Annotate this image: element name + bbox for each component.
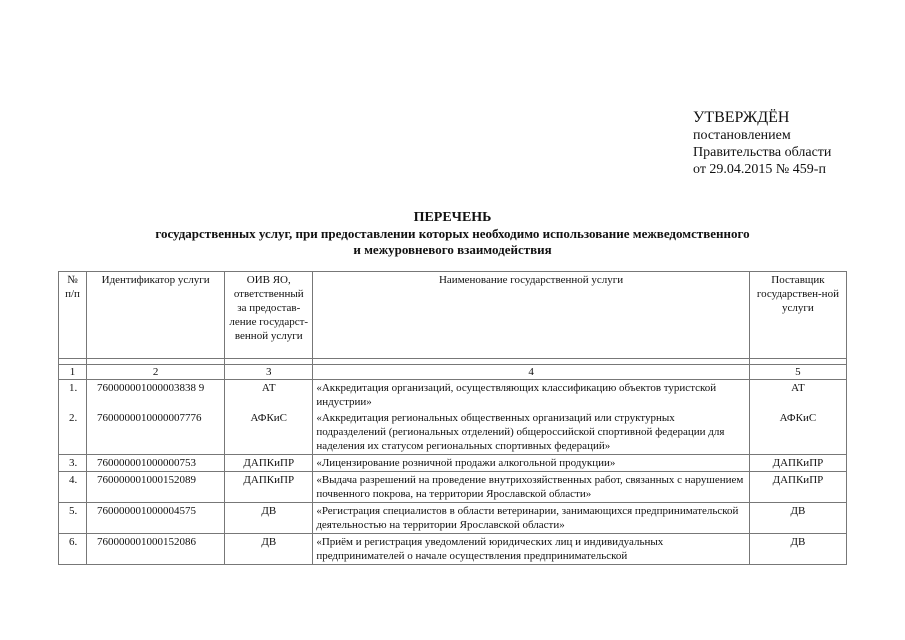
oiv: ДВ — [225, 534, 313, 565]
approval-heading: УТВЕРЖДЁН — [693, 109, 790, 126]
provider: ДАПКиПР — [749, 472, 846, 503]
column-number: 3 — [225, 365, 313, 380]
table-row — [59, 534, 847, 565]
service-id: 760000001000000753 — [87, 455, 225, 472]
oiv: ДАПКиПР — [225, 472, 313, 503]
row-number: 3. — [59, 455, 87, 472]
header-cell: Идентификатор услуги — [87, 272, 225, 359]
oiv: АТ — [225, 380, 313, 411]
service-id: 7600000010000007776 — [87, 410, 225, 455]
table-row — [59, 503, 847, 534]
service-name: «Приём и регистрация уведомлений юридических лиц и индивидуальных предпринимателей о начале осуществления предпринимательской — [313, 534, 750, 565]
table-row — [59, 410, 847, 455]
provider: ДВ — [749, 503, 846, 534]
document-title — [0, 210, 905, 258]
service-name: «Выдача разрешений на проведение внутрихозяйственных работ, связанных с нарушением почвенного покрова, на территории Ярославской области» — [313, 472, 750, 503]
title-line: ПЕРЕЧЕНЬ — [413, 210, 492, 225]
row-number: 4. — [59, 472, 87, 503]
table-row — [59, 380, 847, 411]
column-number: 1 — [59, 365, 87, 380]
service-name: «Аккредитация организаций, осуществляющих классификацию объектов туристской индустрии» — [313, 380, 750, 411]
header-cell: ОИВ ЯО, ответственный за предостав-ление государст-венной услуги — [225, 272, 313, 359]
column-number: 5 — [749, 365, 846, 380]
service-id: 760000001000003838 9 — [87, 380, 225, 411]
table-header-row — [59, 272, 847, 359]
service-id: 760000001000152086 — [87, 534, 225, 565]
column-number: 4 — [313, 365, 750, 380]
provider: ДАПКиПР — [749, 455, 846, 472]
service-name: «Аккредитация региональных общественных организаций или структурных подразделений (региональных отделений) общероссийской спортивной федерации для наделения их статусом региональных спортивных федераций» — [313, 410, 750, 455]
title-line: и межуровневого взаимодействия — [353, 242, 552, 257]
services-table — [58, 271, 847, 565]
oiv: ДАПКиПР — [225, 455, 313, 472]
service-name: «Лицензирование розничной продажи алкогольной продукции» — [313, 455, 750, 472]
oiv: АФКиС — [225, 410, 313, 455]
service-id: 760000001000004575 — [87, 503, 225, 534]
service-id: 760000001000152089 — [87, 472, 225, 503]
row-number: 6. — [59, 534, 87, 565]
approval-stamp — [693, 108, 831, 178]
table-row — [59, 455, 847, 472]
title-line: государственных услуг, при предоставлении которых необходимо использование межведомственного — [155, 226, 750, 241]
row-number: 5. — [59, 503, 87, 534]
provider: ДВ — [749, 534, 846, 565]
provider: АФКиС — [749, 410, 846, 455]
oiv: ДВ — [225, 503, 313, 534]
approval-line: от 29.04.2015 № 459-п — [693, 162, 826, 177]
header-cell: Поставщик государствен-ной услуги — [749, 272, 846, 359]
service-name: «Регистрация специалистов в области ветеринарии, занимающихся предпринимательской деятельностью на территории Ярославской области» — [313, 503, 750, 534]
table-row-group — [59, 380, 847, 455]
approval-line: постановлением — [693, 128, 791, 143]
header-cell: Наименование государственной услуги — [313, 272, 750, 359]
row-number: 1. — [59, 380, 87, 411]
header-cell: № п/п — [59, 272, 87, 359]
approval-line: Правительства области — [693, 145, 832, 160]
row-number: 2. — [59, 410, 87, 455]
column-number: 2 — [87, 365, 225, 380]
column-number-row — [59, 365, 847, 380]
provider: АТ — [749, 380, 846, 411]
table-row — [59, 472, 847, 503]
